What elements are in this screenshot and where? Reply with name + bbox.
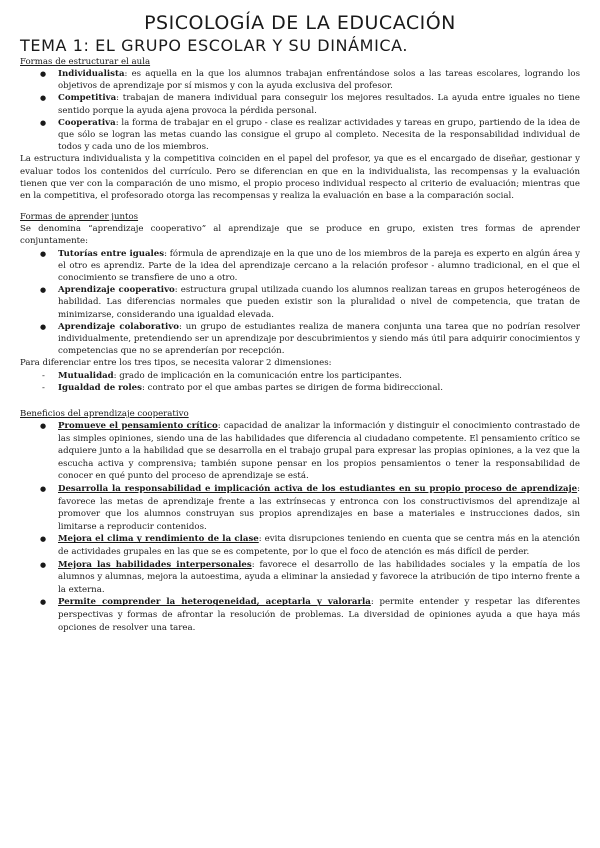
term: Aprendizaje cooperativo xyxy=(58,285,175,296)
item-text: : estructura grupal utilizada cuando los alumnos realizan tareas en grupos heterogéneos de habilidad. Las diferencias normales que pueden existir son la pluralidad o nivel de competencia, que tratan de minimizarse, considerando una igualdad elevada. xyxy=(58,285,580,320)
list-item xyxy=(58,559,580,597)
term: Permite comprender la heterogeneidad, aceptarla y valorarla xyxy=(58,597,371,608)
list-item xyxy=(58,248,580,285)
term: Cooperativa xyxy=(58,117,116,128)
item-text: : un grupo de estudiantes realiza de manera conjunta una tarea que no podrían resolver individualmente, pretendiendo ser un aprendizaje por descubrimientos y siendo más útil para adquirir conocimientos y competencias que no se aprenderían por recepción. xyxy=(58,321,580,357)
aula-structure-list xyxy=(20,68,580,153)
list-item xyxy=(58,370,580,382)
list-item xyxy=(58,533,580,558)
term: Individualista xyxy=(58,69,125,79)
term: Competitiva xyxy=(58,93,117,104)
item-text: : la forma de trabajar en el grupo - clase es realizar actividades y tareas en grupo, partiendo de la idea de que sólo se logran las metas cuando las consigue el grupo al completo. Necesita de la responsabilidad individual de todos y cada uno de los miembros. xyxy=(58,117,580,153)
item-text: : favorece las metas de aprendizaje frente a las extrínsecas y entronca con los constructivismos del aprendizaje al promover que los alumnos construyan sus propios aprendizajes en base a materiales e instrucciones dados, sin limitarse a reproducir contenidos. xyxy=(58,484,580,532)
section-heading-aprender: Formas de aprender juntos xyxy=(20,212,139,223)
list-item xyxy=(58,68,580,92)
list-item xyxy=(58,420,580,483)
list-item xyxy=(58,382,580,394)
comparison-paragraph: La estructura individualista y la competitiva coinciden en el papel del profesor, ya que es el encargado de diseñar, gestionar y evaluar todos los contenidos del currículo. Pero se diferencian en que en la individualista, las recompensas y la evaluación tienen que ver con la comparación de uno mismo, el propio proceso individual respecto al criterio de evaluación; mientras que en la competitiva, el profesorado otorga las recompensas y realiza la evaluación en base a la comparación social. xyxy=(20,154,580,202)
list-item xyxy=(58,483,580,533)
term: Mejora el clima y rendimiento de la clase xyxy=(58,534,259,545)
item-text: : permite entender y respetar las diferentes perspectivas y formas de afrontar la resolución de problemas. La diversidad de opiniones ayuda a que haya más opciones de resolver una tarea. xyxy=(58,597,580,633)
benefits-list xyxy=(20,420,580,634)
section-heading-estructurar: Formas de estructurar el aula xyxy=(20,57,151,67)
list-item xyxy=(58,117,580,154)
item-text: : trabajan de manera individual para conseguir los mejores resultados. La ayuda entre iguales no tiene sentido porque la ayuda ajena provoca la pérdida personal. xyxy=(58,93,580,116)
list-item xyxy=(58,321,580,358)
list-item xyxy=(58,596,580,634)
item-text: : es aquella en la que los alumnos trabajan enfrentándose solos a las tareas escolares, logrando los objetivos de aprendizaje por sí mismos y con la ayuda exclusiva del profesor. xyxy=(58,69,580,92)
learning-forms-list xyxy=(20,248,580,358)
item-text: : contrato por el que ambas partes se dirigen de forma bidireccional. xyxy=(142,382,443,393)
item-text: : grado de implicación en la comunicación entre los participantes. xyxy=(113,370,402,381)
term: Mejora las habilidades interpersonales xyxy=(58,559,252,570)
document-title: PSICOLOGÍA DE LA EDUCACIÓN xyxy=(144,12,456,34)
term: Desarrolla la responsabilidad e implicación activa de los estudiantes en su propio proceso de aprendizaje xyxy=(58,484,578,495)
item-text: : fórmula de aprendizaje en la que uno de los miembros de la pareja es experto en algún área y el otro es aprendiz. Parte de la idea del aprendizaje cercano a la relación profesor - alumno tradicional, en el que el conocimiento se transfiere de uno a otro. xyxy=(58,248,580,284)
list-item xyxy=(58,284,580,321)
item-text: : capacidad de analizar la información y distinguir el conocimiento contrastado de las simples opiniones, siendo una de las habilidades que diferencia al ciudadano competente. El pensamiento crítico se adquiere junto a la habilidad que se desarrolla en el trabajo grupal para expresar las propias opiniones, a la vez que la escucha activa y comprensiva; también supone pensar en los propios pensamientos o tener la responsabilidad de conocer en qué punto del proceso de aprendizaje se está. xyxy=(58,421,580,482)
term: Promueve el pensamiento crítico xyxy=(58,421,218,432)
term: Aprendizaje colaborativo xyxy=(58,321,179,332)
dimensions-intro: Para diferenciar entre los tres tipos, se necesita valorar 2 dimensiones: xyxy=(20,358,332,369)
dimensions-list xyxy=(20,370,580,394)
list-item xyxy=(58,92,580,116)
section-heading-beneficios: Beneficios del aprendizaje cooperativo xyxy=(20,409,189,420)
item-text: : evita disrupciones teniendo en cuenta que se centra más en la atención de actividades grupales en las que se es competente, por lo que el foco de atención es más difícil de perder. xyxy=(58,534,580,558)
term: Tutorías entre iguales xyxy=(58,248,165,259)
cooperative-intro: Se denomina “aprendizaje cooperativo” al aprendizaje que se produce en grupo, existen tres formas de aprender conjuntamente: xyxy=(20,224,580,247)
item-text: : favorece el desarrollo de las habilidades sociales y la empatía de los alumnos y alumnas, mejora la autoestima, ayuda a eliminar la ansiedad y favorece la atribución de tipo interno frente a la externa. xyxy=(58,559,581,595)
topic-title: TEMA 1: EL GRUPO ESCOLAR Y SU DINÁMICA. xyxy=(20,36,409,55)
term: Mutualidad xyxy=(58,370,114,381)
term: Igualdad de roles xyxy=(58,382,142,393)
